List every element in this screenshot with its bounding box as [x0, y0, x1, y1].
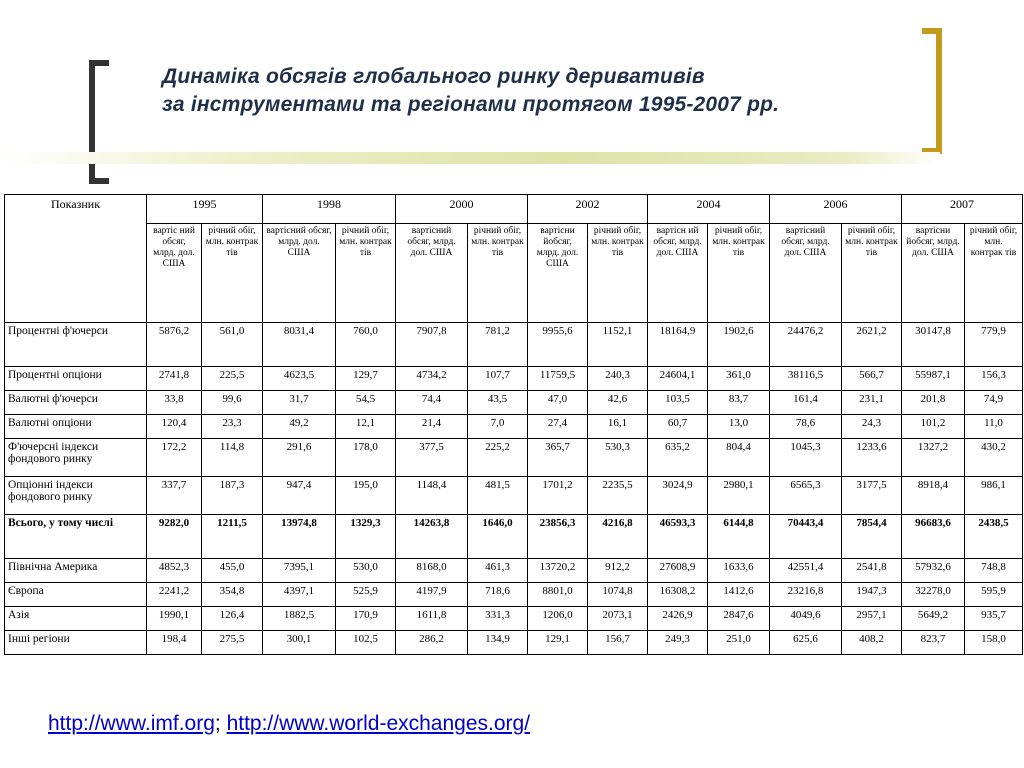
table-row — [5, 367, 1023, 391]
table-cell: 365,7 — [528, 439, 588, 477]
left-bracket-decoration — [89, 60, 109, 184]
table-cell: 31,7 — [263, 391, 336, 415]
table-cell: 635,2 — [648, 439, 708, 477]
table-cell: 1611,8 — [396, 607, 468, 631]
table-cell: 331,3 — [468, 607, 528, 631]
table-cell: 748,8 — [965, 559, 1023, 583]
subheader-turnover: річний обіг, млн. контрак тів — [842, 224, 902, 323]
subheader-turnover: річний обіг, млн. контрак тів — [708, 224, 770, 323]
table-cell: 1206,0 — [528, 607, 588, 631]
table-cell: 2073,1 — [588, 607, 648, 631]
table-cell: 38116,5 — [770, 367, 842, 391]
table-cell: 13,0 — [708, 415, 770, 439]
row-label: Північна Америка — [5, 559, 147, 583]
table-cell: 2980,1 — [708, 477, 770, 515]
table-cell: 30147,8 — [902, 323, 965, 367]
header-year: 2004 — [648, 195, 770, 224]
table-cell: 481,5 — [468, 477, 528, 515]
table-cell: 3177,5 — [842, 477, 902, 515]
table-cell: 781,2 — [468, 323, 528, 367]
title-underline-bar — [0, 152, 940, 164]
table-cell: 57932,6 — [902, 559, 965, 583]
row-label: Європа — [5, 583, 147, 607]
table-cell: 2541,8 — [842, 559, 902, 583]
subheader-turnover: річний обіг, млн. контрак тів — [468, 224, 528, 323]
subheader-value: вартісн ий обсяг, млрд. дол. США — [648, 224, 708, 323]
table-cell: 291,6 — [263, 439, 336, 477]
table-cell: 46593,3 — [648, 515, 708, 559]
subheader-turnover: річний обіг, млн. контрак тів — [965, 224, 1023, 323]
table-cell: 103,5 — [648, 391, 708, 415]
table-cell: 2847,6 — [708, 607, 770, 631]
table-cell: 13720,2 — [528, 559, 588, 583]
table-cell: 172,2 — [147, 439, 202, 477]
table-header-years-row — [5, 195, 1023, 224]
table-cell: 12,1 — [336, 415, 396, 439]
table-cell: 455,0 — [202, 559, 263, 583]
table-cell: 47,0 — [528, 391, 588, 415]
table-cell: 33,8 — [147, 391, 202, 415]
table-row — [5, 583, 1023, 607]
table-cell: 102,5 — [336, 631, 396, 655]
table-cell: 129,1 — [528, 631, 588, 655]
table-row — [5, 391, 1023, 415]
table-cell: 249,3 — [648, 631, 708, 655]
table-cell: 23216,8 — [770, 583, 842, 607]
table-cell: 16308,2 — [648, 583, 708, 607]
row-label: Валютні ф'ючерси — [5, 391, 147, 415]
table-cell: 107,7 — [468, 367, 528, 391]
table-cell: 823,7 — [902, 631, 965, 655]
derivatives-table — [4, 194, 1023, 655]
table-cell: 4397,1 — [263, 583, 336, 607]
table-cell: 4049,6 — [770, 607, 842, 631]
subheader-value: вартіс ний обсяг, млрд. дол. США — [147, 224, 202, 323]
header-year: 2007 — [902, 195, 1023, 224]
table-cell: 408,2 — [842, 631, 902, 655]
table-cell: 804,4 — [708, 439, 770, 477]
row-label: Інші регіони — [5, 631, 147, 655]
table-cell: 625,6 — [770, 631, 842, 655]
table-cell: 158,0 — [965, 631, 1023, 655]
table-row — [5, 323, 1023, 367]
table-cell: 54,5 — [336, 391, 396, 415]
table-cell: 7854,4 — [842, 515, 902, 559]
table-cell: 24604,1 — [648, 367, 708, 391]
table-cell: 96683,6 — [902, 515, 965, 559]
table-cell: 170,9 — [336, 607, 396, 631]
table-cell: 6144,8 — [708, 515, 770, 559]
table-row — [5, 607, 1023, 631]
table-cell: 1947,3 — [842, 583, 902, 607]
table-cell: 55987,1 — [902, 367, 965, 391]
table-cell: 11,0 — [965, 415, 1023, 439]
table-cell: 240,3 — [588, 367, 648, 391]
table-cell: 2426,9 — [648, 607, 708, 631]
row-label: Азія — [5, 607, 147, 631]
table-cell: 4623,5 — [263, 367, 336, 391]
table-cell: 60,7 — [648, 415, 708, 439]
table-cell: 912,2 — [588, 559, 648, 583]
header-year: 2000 — [396, 195, 528, 224]
table-cell: 7,0 — [468, 415, 528, 439]
table-cell: 8031,4 — [263, 323, 336, 367]
table-cell: 2621,2 — [842, 323, 902, 367]
table-cell: 1233,6 — [842, 439, 902, 477]
table-cell: 275,5 — [202, 631, 263, 655]
table-row — [5, 477, 1023, 515]
table-cell: 8801,0 — [528, 583, 588, 607]
table-row — [5, 515, 1023, 559]
table-cell: 566,7 — [842, 367, 902, 391]
table-body — [5, 323, 1023, 655]
table-cell: 1902,6 — [708, 323, 770, 367]
table-cell: 337,7 — [147, 477, 202, 515]
table-cell: 156,3 — [965, 367, 1023, 391]
table-cell: 32278,0 — [902, 583, 965, 607]
table-cell: 231,1 — [842, 391, 902, 415]
table-cell: 1329,3 — [336, 515, 396, 559]
table-cell: 530,3 — [588, 439, 648, 477]
table-cell: 4197,9 — [396, 583, 468, 607]
table-cell: 23,3 — [202, 415, 263, 439]
table-cell: 1045,3 — [770, 439, 842, 477]
table-cell: 986,1 — [965, 477, 1023, 515]
title-line-2: за інструментами та регіонами протягом 1995-2007 рр. — [162, 93, 780, 116]
table-cell: 7907,8 — [396, 323, 468, 367]
table-cell: 156,7 — [588, 631, 648, 655]
table-cell: 42,6 — [588, 391, 648, 415]
table-cell: 1646,0 — [468, 515, 528, 559]
table-cell: 1412,6 — [708, 583, 770, 607]
table-cell: 1327,2 — [902, 439, 965, 477]
header-year: 2002 — [528, 195, 648, 224]
subheader-value: вартісний обсяг, млрд. дол. США — [263, 224, 336, 323]
table-cell: 9955,6 — [528, 323, 588, 367]
header-year: 1998 — [263, 195, 396, 224]
subheader-value: вартісни йобсяг, млрд. дол. США — [528, 224, 588, 323]
table-cell: 70443,4 — [770, 515, 842, 559]
table-cell: 5876,2 — [147, 323, 202, 367]
table-cell: 1633,6 — [708, 559, 770, 583]
table-cell: 947,4 — [263, 477, 336, 515]
table-cell: 8168,0 — [396, 559, 468, 583]
table-cell: 24,3 — [842, 415, 902, 439]
table-cell: 18164,9 — [648, 323, 708, 367]
subheader-value: вартісни йобсяг, млрд. дол. США — [902, 224, 965, 323]
table-cell: 134,9 — [468, 631, 528, 655]
row-label: Ф'ючерсні індекси фондового ринку — [5, 439, 147, 477]
world-exchanges-link[interactable]: http://www.world-exchanges.org/ — [226, 712, 531, 735]
table-cell: 201,8 — [902, 391, 965, 415]
table-cell: 23856,3 — [528, 515, 588, 559]
table-cell: 16,1 — [588, 415, 648, 439]
table-cell: 525,9 — [336, 583, 396, 607]
table-row — [5, 559, 1023, 583]
table-cell: 377,5 — [396, 439, 468, 477]
table-cell: 27,4 — [528, 415, 588, 439]
subheader-turnover: річний обіг, млн. контрак тів — [588, 224, 648, 323]
table-cell: 6565,3 — [770, 477, 842, 515]
table-cell: 43,5 — [468, 391, 528, 415]
table-cell: 1148,4 — [396, 477, 468, 515]
table-cell: 4734,2 — [396, 367, 468, 391]
table-cell: 11759,5 — [528, 367, 588, 391]
table-cell: 1882,5 — [263, 607, 336, 631]
table-cell: 187,3 — [202, 477, 263, 515]
table-cell: 114,8 — [202, 439, 263, 477]
row-label: Всього, у тому числі — [5, 515, 147, 559]
table-cell: 13974,8 — [263, 515, 336, 559]
table-cell: 1211,5 — [202, 515, 263, 559]
table-cell: 7395,1 — [263, 559, 336, 583]
table-cell: 300,1 — [263, 631, 336, 655]
table-row — [5, 415, 1023, 439]
table-cell: 595,9 — [965, 583, 1023, 607]
table-cell: 129,7 — [336, 367, 396, 391]
table-cell: 198,4 — [147, 631, 202, 655]
table-cell: 49,2 — [263, 415, 336, 439]
table-cell: 74,4 — [396, 391, 468, 415]
subheader-turnover: річний обіг, млн. контрак тів — [202, 224, 263, 323]
table-cell: 195,0 — [336, 477, 396, 515]
row-label: Валютні опціони — [5, 415, 147, 439]
table-cell: 2957,1 — [842, 607, 902, 631]
table-cell: 83,7 — [708, 391, 770, 415]
right-bracket-decoration — [922, 28, 942, 154]
table-cell: 74,9 — [965, 391, 1023, 415]
table-cell: 1990,1 — [147, 607, 202, 631]
row-label: Процентні опціони — [5, 367, 147, 391]
table-cell: 120,4 — [147, 415, 202, 439]
table-cell: 2438,5 — [965, 515, 1023, 559]
table-cell: 760,0 — [336, 323, 396, 367]
table-cell: 14263,8 — [396, 515, 468, 559]
imf-link[interactable]: http://www.imf.org — [48, 712, 215, 735]
table-row — [5, 631, 1023, 655]
table-cell: 935,7 — [965, 607, 1023, 631]
subheader-value: вартісний обсяг, млрд. дол. США — [770, 224, 842, 323]
table-cell: 101,2 — [902, 415, 965, 439]
row-label: Опціонні індекси фондового ринку — [5, 477, 147, 515]
table-cell: 2241,2 — [147, 583, 202, 607]
source-links — [48, 712, 530, 736]
table-cell: 5649,2 — [902, 607, 965, 631]
table-cell: 161,4 — [770, 391, 842, 415]
table-cell: 126,4 — [202, 607, 263, 631]
table-cell: 42551,4 — [770, 559, 842, 583]
table-cell: 3024,9 — [648, 477, 708, 515]
table-cell: 354,8 — [202, 583, 263, 607]
table-cell: 8918,4 — [902, 477, 965, 515]
table-cell: 430,2 — [965, 439, 1023, 477]
links-separator: ; — [214, 712, 227, 735]
table-cell: 78,6 — [770, 415, 842, 439]
table-cell: 779,9 — [965, 323, 1023, 367]
table-cell: 2741,8 — [147, 367, 202, 391]
table-cell: 561,0 — [202, 323, 263, 367]
table-cell: 4852,3 — [147, 559, 202, 583]
table-cell: 225,2 — [468, 439, 528, 477]
slide-title — [162, 63, 779, 119]
table-cell: 361,0 — [708, 367, 770, 391]
table-cell: 178,0 — [336, 439, 396, 477]
header-indicator: Показник — [5, 195, 147, 323]
table-cell: 718,6 — [468, 583, 528, 607]
table-cell: 27608,9 — [648, 559, 708, 583]
subheader-value: вартісний обсяг, млрд. дол. США — [396, 224, 468, 323]
table-cell: 21,4 — [396, 415, 468, 439]
table-cell: 1701,2 — [528, 477, 588, 515]
header-year: 1995 — [147, 195, 263, 224]
row-label: Процентні ф'ючерси — [5, 323, 147, 367]
title-line-1: Динаміка обсягів глобального ринку деривативів — [162, 65, 705, 88]
table-cell: 99,6 — [202, 391, 263, 415]
subheader-turnover: річний обіг, млн. контрак тів — [336, 224, 396, 323]
table-header-sub-row — [5, 224, 1023, 323]
table-cell: 286,2 — [396, 631, 468, 655]
table-cell: 1074,8 — [588, 583, 648, 607]
table-cell: 9282,0 — [147, 515, 202, 559]
table-cell: 1152,1 — [588, 323, 648, 367]
table-cell: 2235,5 — [588, 477, 648, 515]
table-cell: 4216,8 — [588, 515, 648, 559]
table-cell: 530,0 — [336, 559, 396, 583]
table-cell: 251,0 — [708, 631, 770, 655]
table-cell: 225,5 — [202, 367, 263, 391]
table-row — [5, 439, 1023, 477]
header-year: 2006 — [770, 195, 902, 224]
table-cell: 24476,2 — [770, 323, 842, 367]
table-cell: 461,3 — [468, 559, 528, 583]
